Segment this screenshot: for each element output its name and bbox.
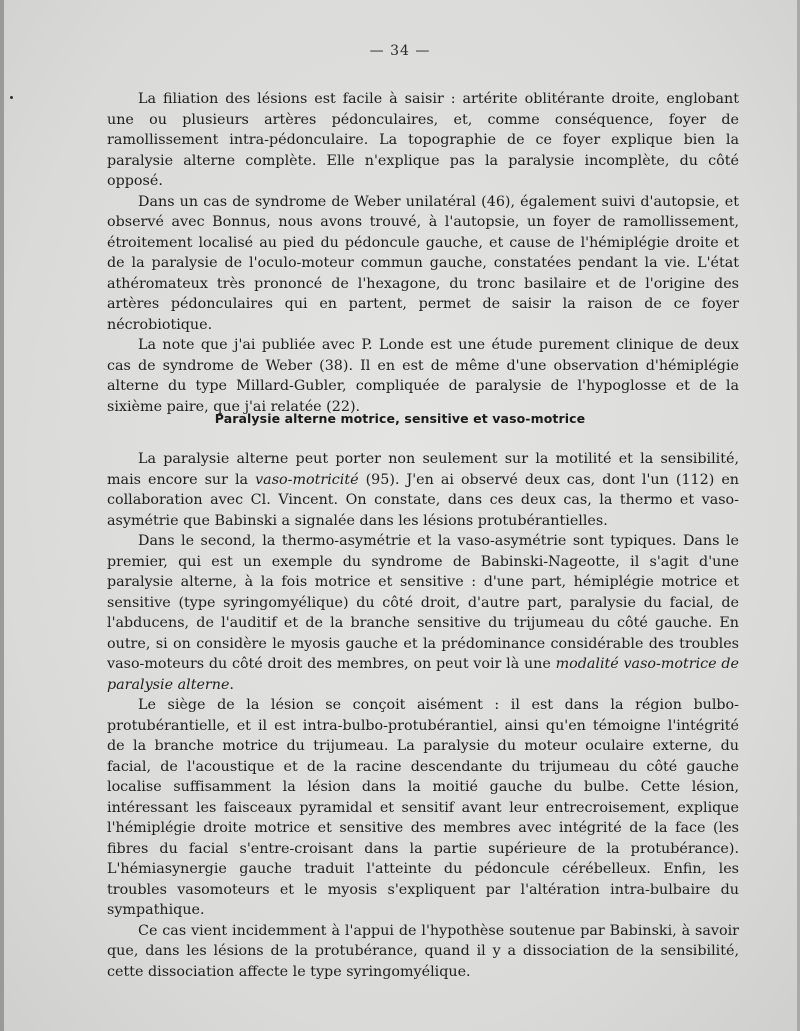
section-1-body bbox=[107, 89, 739, 417]
page-number: — 34 — bbox=[369, 43, 431, 59]
paragraph-text: (95). J'en ai observé deux cas, dont l'un (112) en collaboration avec Cl. Vincent. On constate, dans ces deux cas, la thermo et vaso-asymétrie que Babinski a signalée dans les lésions protubérantielles. bbox=[107, 471, 739, 529]
paragraph-weber-case: Dans un cas de syndrome de Weber unilatéral (46), également suivi d'autopsie, et observé avec Bonnus, nous avons trouvé, à l'autopsie, un foyer de ramollissement, étroitement localisé au pied du pédoncule gauche, et cause de l'hémiplégie droite et de la paralysie de l'oculo-moteur commun gauche, constatées pendant la vie. L'état athéromateux très prononcé de l'hexagone, du tronc basilaire et de l'origine des artères pédonculaires qui en partent, permet de saisir la raison de ce foyer nécrobiotique. bbox=[107, 193, 739, 333]
paragraph-lesion-site: Le siège de la lésion se conçoit aisément : il est dans la région bulbo-protubérantielle, et il est intra-bulbo-protubérantiel, ainsi qu'en témoigne l'intégrité de la branche motrice du trijumeau. La paralysie du moteur oculaire externe, du facial, de l'acoustique et de la racine descendante du trijumeau du côté gauche localise suffisamment la lésion dans la moitié gauche du bulbe. Cette lésion, intéressant les faisceaux pyramidal et sensitif avant leur entrecroisement, explique l'hémiplégie droite motrice et sensitive des membres avec intégrité de la face (les fibres du facial s'entre-croisant dans la partie supérieure de la protubérance). L'hémiasynergie gauche traduit l'atteinte du pédoncule cérébelleux. Enfin, les troubles vasomoteurs et le myosis s'expliquent par l'altération intra-bulbaire du sympathique. bbox=[107, 697, 739, 918]
italic-term: vaso-motricité bbox=[255, 471, 359, 488]
section-2-body bbox=[107, 449, 739, 982]
page-left-edge bbox=[0, 0, 4, 1031]
margin-mark bbox=[10, 96, 13, 99]
paragraph-lesion-filiation: La filiation des lésions est facile à saisir : artérite oblitérante droite, englobant une ou plusieurs artères pédonculaires, et, comme conséquence, foyer de ramollissement intra-pédonculaire. La topographie de ce foyer explique bien la paralysie alterne complète. Elle n'explique pas la paralysie incomplète, du côté opposé. bbox=[107, 91, 739, 189]
paragraph-text: . bbox=[229, 676, 234, 693]
section-heading: Paralysie alterne motrice, sensitive et vaso-motrice bbox=[214, 411, 586, 426]
paragraph-vasomotor-intro bbox=[107, 449, 739, 531]
paragraph-babinski-nageotte bbox=[107, 531, 739, 695]
paragraph-text: Dans le second, la thermo-asymétrie et la vaso-asymétrie sont typiques. Dans le premier, qui est un exemple du syndrome de Babinski-Nageotte, il s'agit d'une paralysie alterne, à la fois motrice et sensitive : d'une part, hémiplégie motrice et sensitive (type syringomyélique) du côté droit, d'autre part, paralysie du facial, de l'abducens, de l'auditif et de la branche sensitive du trijumeau du côté gauche. En outre, si on considère le myosis gauche et la prédominance considérable des troubles vaso-moteurs du côté droit des membres, on peut voir là une bbox=[107, 533, 739, 672]
italic-term: modalité vaso-motrice de paralysie alterne bbox=[107, 656, 739, 693]
paragraph-babinski-hypothesis: Ce cas vient incidemment à l'appui de l'hypothèse soutenue par Babinski, à savoir que, dans les lésions de la protubérance, quand il y a dissociation de la sensibilité, cette dissociation affecte le type syringomyélique. bbox=[107, 922, 739, 980]
paragraph-text: La paralysie alterne peut porter non seulement sur la motilité et la sensibilité, mais encore sur la bbox=[107, 451, 739, 488]
paragraph-londe-note: La note que j'ai publiée avec P. Londe est une étude purement clinique de deux cas de syndrome de Weber (38). Il en est de même d'une observation d'hémiplégie alterne du type Millard-Gubler, compliquée de paralysie de l'hypoglosse et de la sixième paire, que j'ai relatée (22). bbox=[107, 337, 739, 415]
